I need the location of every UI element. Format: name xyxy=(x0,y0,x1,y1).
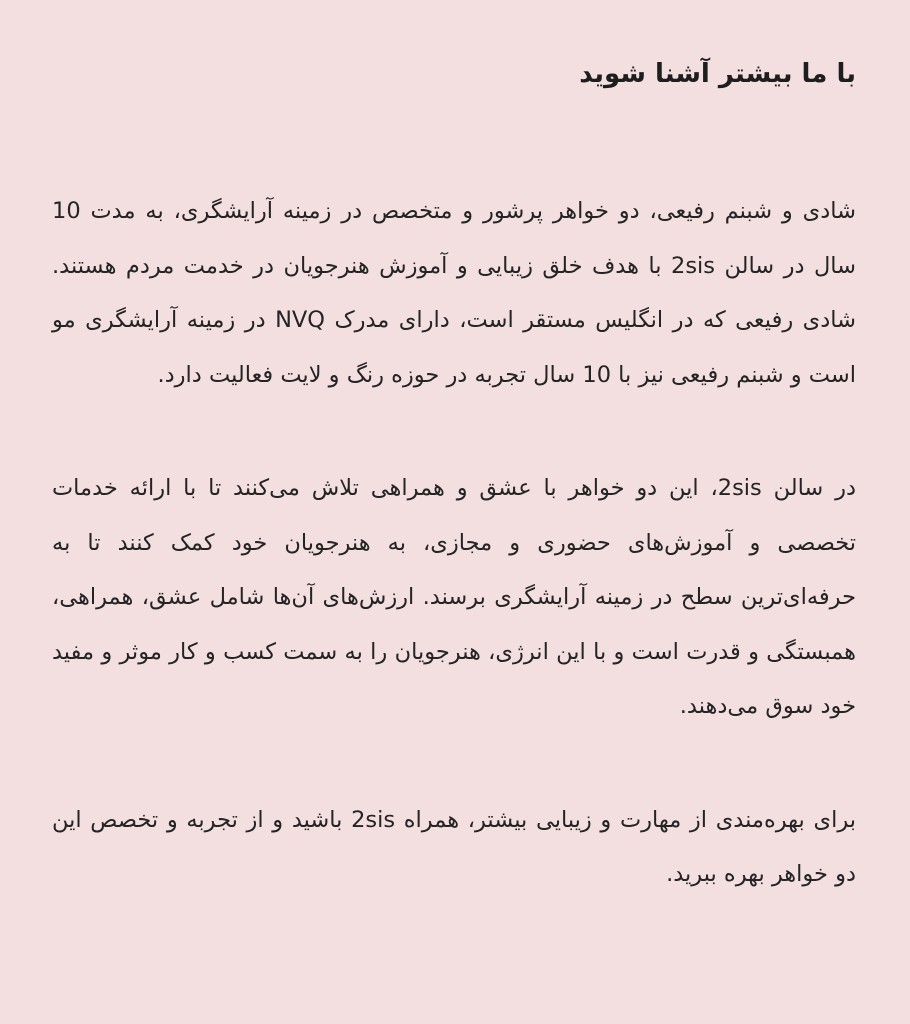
section-title: با ما بیشتر آشنا شوید xyxy=(579,59,856,89)
closing-paragraph: برای بهره‌مندی از مهارت و زیبایی بیشتر، همراه 2sis باشید و از تجربه و تخصص این دو خواهر بهره ببرید. xyxy=(52,806,856,887)
intro-paragraph: شادی و شبنم رفیعی، دو خواهر پرشور و متخصص در زمینه آرایشگری، به مدت 10 سال در سالن 2sis با هدف خلق زیبایی و آموزش هنرجویان در خدمت مردم هستند. شادی رفیعی که در انگلیس مستقر است، دارای مدرک NVQ در زمینه آرایشگری مو است و شبنم رفیعی نیز با 10 سال تجربه در حوزه رنگ و لایت فعالیت دارد. xyxy=(52,198,856,388)
values-paragraph: در سالن 2sis، این دو خواهر با عشق و همراهی تلاش می‌کنند تا با ارائه خدمات تخصصی و آموزش‌های حضوری و مجازی، به هنرجویان خود کمک کنند تا به حرفه‌ای‌ترین سطح در زمینه آرایشگری برسند. ارزش‌های آن‌ها شامل عشق، همراهی، همبستگی و قدرت است و با این انرژی، هنرجویان را به سمت کسب و کار موثر و مفید خود سوق می‌دهند. xyxy=(52,475,856,719)
